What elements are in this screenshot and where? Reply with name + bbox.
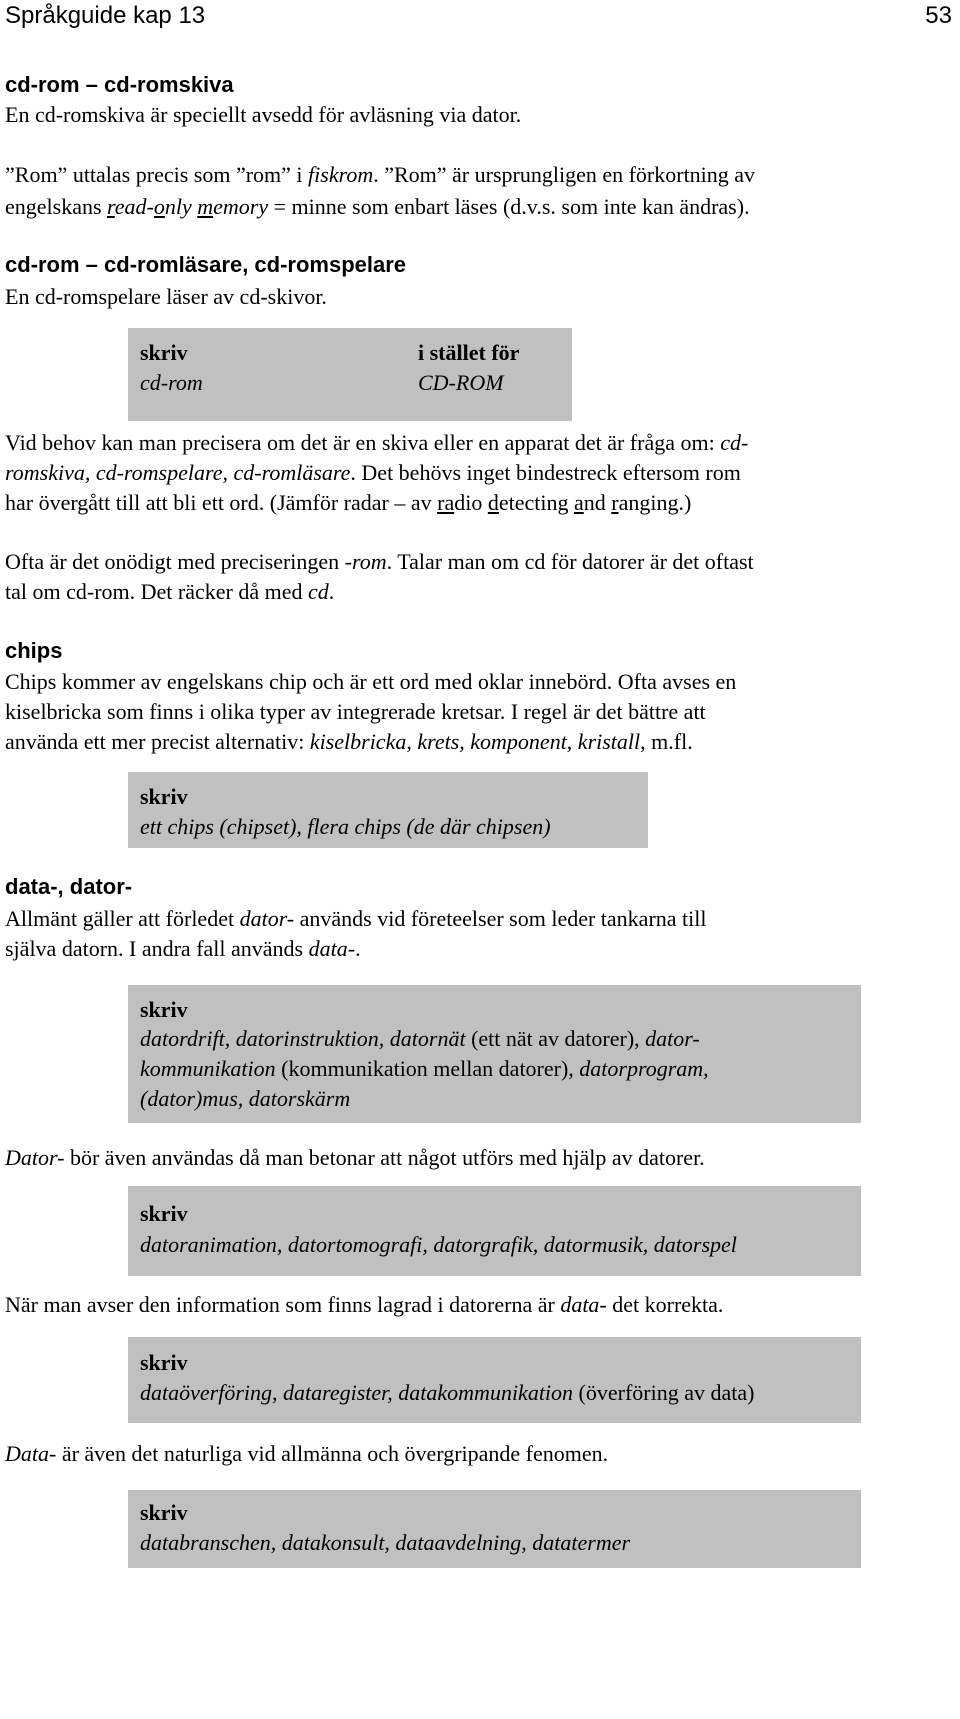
data-write-box-1 — [128, 985, 861, 1123]
cdrom-etymology: engelskans read-only memory = minne som enbart läses (d.v.s. som inte kan ändras). — [5, 194, 750, 219]
data-p3: Dator- bör även användas då man betonar att något utförs med hjälp av datorer. — [5, 1145, 705, 1170]
chips-line3: använda ett mer precist alternativ: kiselbricka, krets, komponent, kristall, m.fl. — [5, 729, 693, 754]
cdromlasare-p5: tal om cd-rom. Det räcker då med cd. — [5, 579, 335, 604]
entry-heading-cdromlasare: cd-rom – cd-romläsare, cd-romspelare — [5, 252, 407, 277]
data-p5: Data- är även det naturliga vid allmänna och övergripande fenomen. — [5, 1441, 609, 1466]
skriv-label: skriv — [140, 784, 188, 809]
skriv-value-line2: kommunikation (kommunikation mellan datorer), datorprogram, — [140, 1056, 709, 1081]
data-write-box-2 — [128, 1186, 861, 1276]
skriv-label: skriv — [140, 340, 188, 365]
write-instead-box — [128, 328, 572, 421]
data-line2: själva datorn. I andra fall används data-. — [5, 936, 361, 961]
cdromlasare-p1: Vid behov kan man precisera om det är en skiva eller en apparat det är fråga om: cd- — [5, 430, 749, 455]
skriv-label: skriv — [140, 1201, 188, 1226]
skriv-label: skriv — [140, 997, 188, 1022]
chips-line2: kiselbricka som finns i olika typer av integrerade kretsar. I regel är det bättre att — [5, 699, 706, 724]
data-line1: Allmänt gäller att förledet dator- används vid företeelser som leder tankarna till — [5, 906, 707, 931]
cdrom-definition: En cd-romskiva är speciellt avsedd för avläsning via dator. — [5, 102, 522, 127]
skriv-label: skriv — [140, 1350, 188, 1375]
data-write-box-3 — [128, 1337, 861, 1423]
skriv-value: datoranimation, datortomografi, datorgrafik, datormusik, datorspel — [140, 1232, 737, 1257]
entry-heading-chips: chips — [5, 638, 63, 663]
chips-line1: Chips kommer av engelskans chip och är ett ord med oklar innebörd. Ofta avses en — [5, 669, 737, 694]
skriv-value-line3: (dator)mus, datorskärm — [140, 1086, 351, 1111]
skriv-value: ett chips (chipset), flera chips (de där chipsen) — [140, 814, 551, 839]
skriv-value: dataöverföring, dataregister, datakommunikation (överföring av data) — [140, 1380, 755, 1405]
running-header-title: Språkguide kap 13 — [5, 2, 206, 29]
chips-write-box — [128, 772, 648, 848]
skriv-value: cd-rom — [140, 370, 203, 395]
skriv-value-line1: datordrift, datorinstruktion, datornät (ett nät av datorer), dator- — [140, 1026, 700, 1051]
cdromlasare-p2: romskiva, cd-romspelare, cd-romläsare. Det behövs inget bindestreck eftersom rom — [5, 460, 741, 485]
data-p4: När man avser den information som finns lagrad i datorerna är data- det korrekta. — [5, 1292, 724, 1317]
cdromlasare-definition: En cd-romspelare läser av cd-skivor. — [5, 284, 327, 309]
istallet-value: CD-ROM — [418, 370, 504, 395]
skriv-value: databranschen, datakonsult, dataavdelning, datatermer — [140, 1530, 631, 1555]
page-number: 53 — [925, 2, 952, 29]
skriv-label: skriv — [140, 1500, 188, 1525]
data-write-box-4 — [128, 1490, 861, 1568]
istallet-label: i stället för — [418, 340, 520, 365]
cdromlasare-p3: har övergått till att bli ett ord. (Jämför radar – av radio detecting and ranging.) — [5, 490, 692, 515]
cdrom-pronunciation: ”Rom” uttalas precis som ”rom” i fiskrom. ”Rom” är ursprungligen en förkortning av — [5, 162, 756, 187]
entry-heading-data-dator: data-, dator- — [5, 874, 133, 899]
cdromlasare-p4: Ofta är det onödigt med preciseringen -rom. Talar man om cd för datorer är det oftast — [5, 549, 754, 574]
entry-heading-cdrom: cd-rom – cd-romskiva — [5, 72, 234, 97]
